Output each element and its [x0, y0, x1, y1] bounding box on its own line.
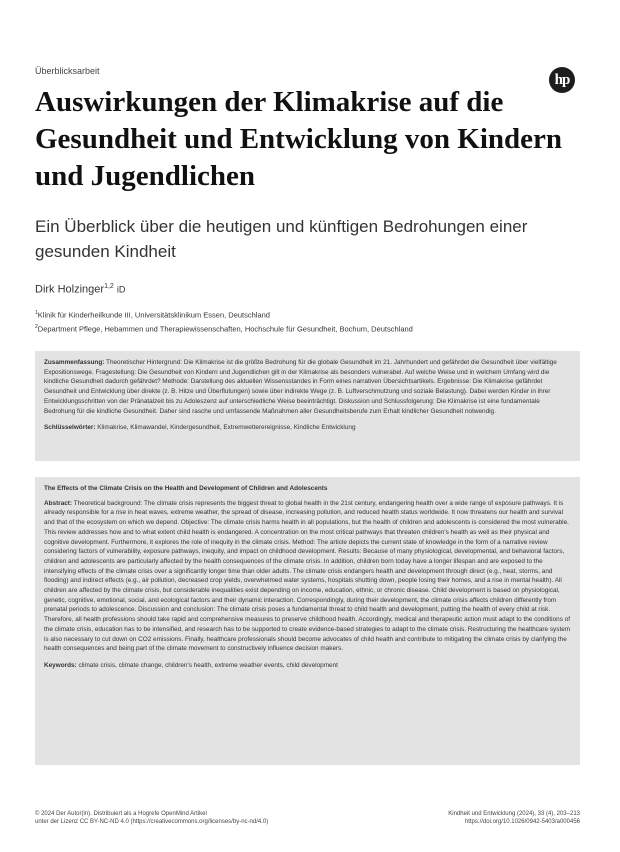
abstract-german-label: Zusammenfassung:	[44, 359, 105, 366]
affiliation-text: Department Pflege, Hebammen und Therapiewissenschaften, Hochschule für Gesundheit, Bochum, Deutschland	[37, 324, 413, 334]
keywords-german-text: Klimakrise, Klimawandel, Kindergesundheit, Extremwetterereignisse, Kindliche Entwicklung	[97, 424, 356, 432]
abstract-english-label: Abstract:	[44, 499, 73, 507]
footer-citation	[448, 810, 580, 826]
affiliation-text: Klinik für Kinderheilkunde III, Universitätsklinikum Essen, Deutschland	[37, 310, 270, 320]
keywords-english-label: Keywords:	[44, 661, 77, 669]
abstract-english-text: Theoretical background: The climate crisis represents the biggest threat to global health in the 21st century, endangering health over a wide range of exposure pathways. It is already responsible for a rise in heat waves, extreme weather, the spread of disease, increasing pollution, and reduced health status worldwide. It now threatens our health and survival and that of the ecosystem on which we depend. Objective: The climate crisis harms health in all populations, but the health of children and adolescents is considered the most vulnerable. This review addresses how and to what extent child health is endangered. A concentration on the most critical pathways that threaten children's health as well as their physical and cognitive development. Furthermore, it explores the role of inequity in the climate crisis. Method: The article depicts the current state of knowledge in the form of a narrative review considering factors of vulnerability, exposure pathways, inequity, and impact on childhood development. Results: Because of many physiological, developmental, and behavioral factors, children and adolescents are particularly affected by the health consequences of the climate crisis. In addition, children born today have a longer lifespan and are exposed to the intensifying effects of the climate crisis over a significantly longer time than older adults. The climate crisis endangers health and development through direct (e.g., heat, storms, and flooding) and indirect effects (e.g., air pollution, decreased crop yields, overwhelmed water systems, hospitals shutting down, people losing their homes, and a rise in mental health). All children are affected by the climate crisis, but considerable inequalities exist depending on income, education, ethnic, or chronic disease. Child development is based on physiological, genetic, cognitive, emotional, social, and ecological factors and their dynamic interaction. Correspondingly, during their development, the climate crisis affects children differently from prenatal periods to adolescence. Discussion and conclusion: The climate crisis poses a fundamental threat to child health and development, putting the health of every child at risk. Therefore, all health professions should take rapid and comprehensive measures to preserve childhood health. Accordingly, medical and therapeutic action must adapt to the conditions of the climate crisis, education has to be intensified, and research has to be supported to create evidence-based strategies to adapt to the climate crisis. Restructuring the healthcare system is also necessary to cut down on CO2 emissions. Finally, healthcare professionals should become advocates of child health and contribute to mitigating the climate crisis by clarifying the health consequences and being part of the climate movement to constructively influence decision makers.	[44, 499, 571, 653]
footer-license-line-1: © 2024 Der Autor(in). Distribuiert als a Hogrefe OpenMind Artikel	[35, 811, 207, 817]
keywords-english-text: climate crisis, climate change, children's health, extreme weather events, child development	[78, 661, 338, 669]
article-subtitle: Ein Überblick über die heutigen und künftigen Bedrohungen einer gesunden Kindheit	[35, 217, 528, 261]
footer-journal: Kindheit und Entwicklung (2024), 33 (4), 203–213	[448, 811, 580, 817]
article-title: Auswirkungen der Klimakrise auf die Gesundheit und Entwicklung von Kindern und Jugendlichen	[35, 86, 563, 192]
affiliation-2	[35, 324, 413, 334]
abstract-german-text: Theoretischer Hintergrund: Die Klimakrise ist die größte Bedrohung für die globale Gesundheit im 21. Jahrhundert und gefährdet die Gesundheit über vielfältige Expositionswege. Fragestellung: Die Gesundheit von Kindern und Jugendlichen gilt in der Klimakrise als besonders vulnerabel. Auf welche Weise und in welchem Umfang wird die kindliche Gesundheit dadurch gefährdet? Methode: Darstellung des aktuellen Wissensstandes in Form eines narrativen Übersichtsartikels. Ergebnisse: Die Klimakrise gefährdet Gesundheit und Entwicklung über direkte (z. B. Hitze und Überflutungen) sowie über indirekte Wege (z. B. Luftverschmutzung und soziale Belastung). Dabei werden Kinder in ihrer Entwicklungsschritten von der Pränatalzeit bis zu Adoleszenz auf unterschiedliche Weise beeinträchtigt. Diskussion und Schlussfolgerung: Die Klimakrise ist eine fundamentale Bedrohung für die kindliche Gesundheit. Daher sind rasche und umfassende Maßnahmen aller Gesundheitsberufe zum Erhalt kindlicher Gesundheit notwendig.	[44, 359, 557, 415]
affiliation-number: 2	[35, 324, 38, 330]
author-name: Dirk Holzinger	[35, 283, 105, 296]
abstract-english	[35, 477, 580, 765]
footer-doi-link[interactable]: https://doi.org/10.1026/0942-5403/a000456	[464, 819, 580, 825]
abstract-german	[35, 351, 580, 461]
abstract-english-body	[44, 499, 571, 654]
footer-license-line-2[interactable]: unter der Lizenz CC BY-NC-ND 4.0 (https://creativecommons.org/licenses/by-nc-nd/4.0)	[35, 819, 269, 825]
orcid-icon[interactable]: iD	[116, 284, 126, 295]
abstract-english-title: The Effects of the Climate Crisis on the Health and Development of Children and Adolescents	[44, 485, 328, 492]
author-affiliation-marks: 1,2	[104, 283, 114, 290]
author-line	[35, 283, 125, 296]
keywords-english	[44, 661, 571, 671]
keywords-german-label: Schlüsselwörter:	[44, 424, 96, 432]
abstract-german-body	[44, 358, 571, 416]
affiliation-1	[35, 310, 270, 320]
article-type: Überblicksarbeit	[35, 66, 100, 76]
footer-license	[35, 810, 268, 826]
publisher-logo: hp	[549, 67, 575, 93]
keywords-german	[44, 423, 571, 433]
affiliation-number: 1	[35, 310, 38, 316]
